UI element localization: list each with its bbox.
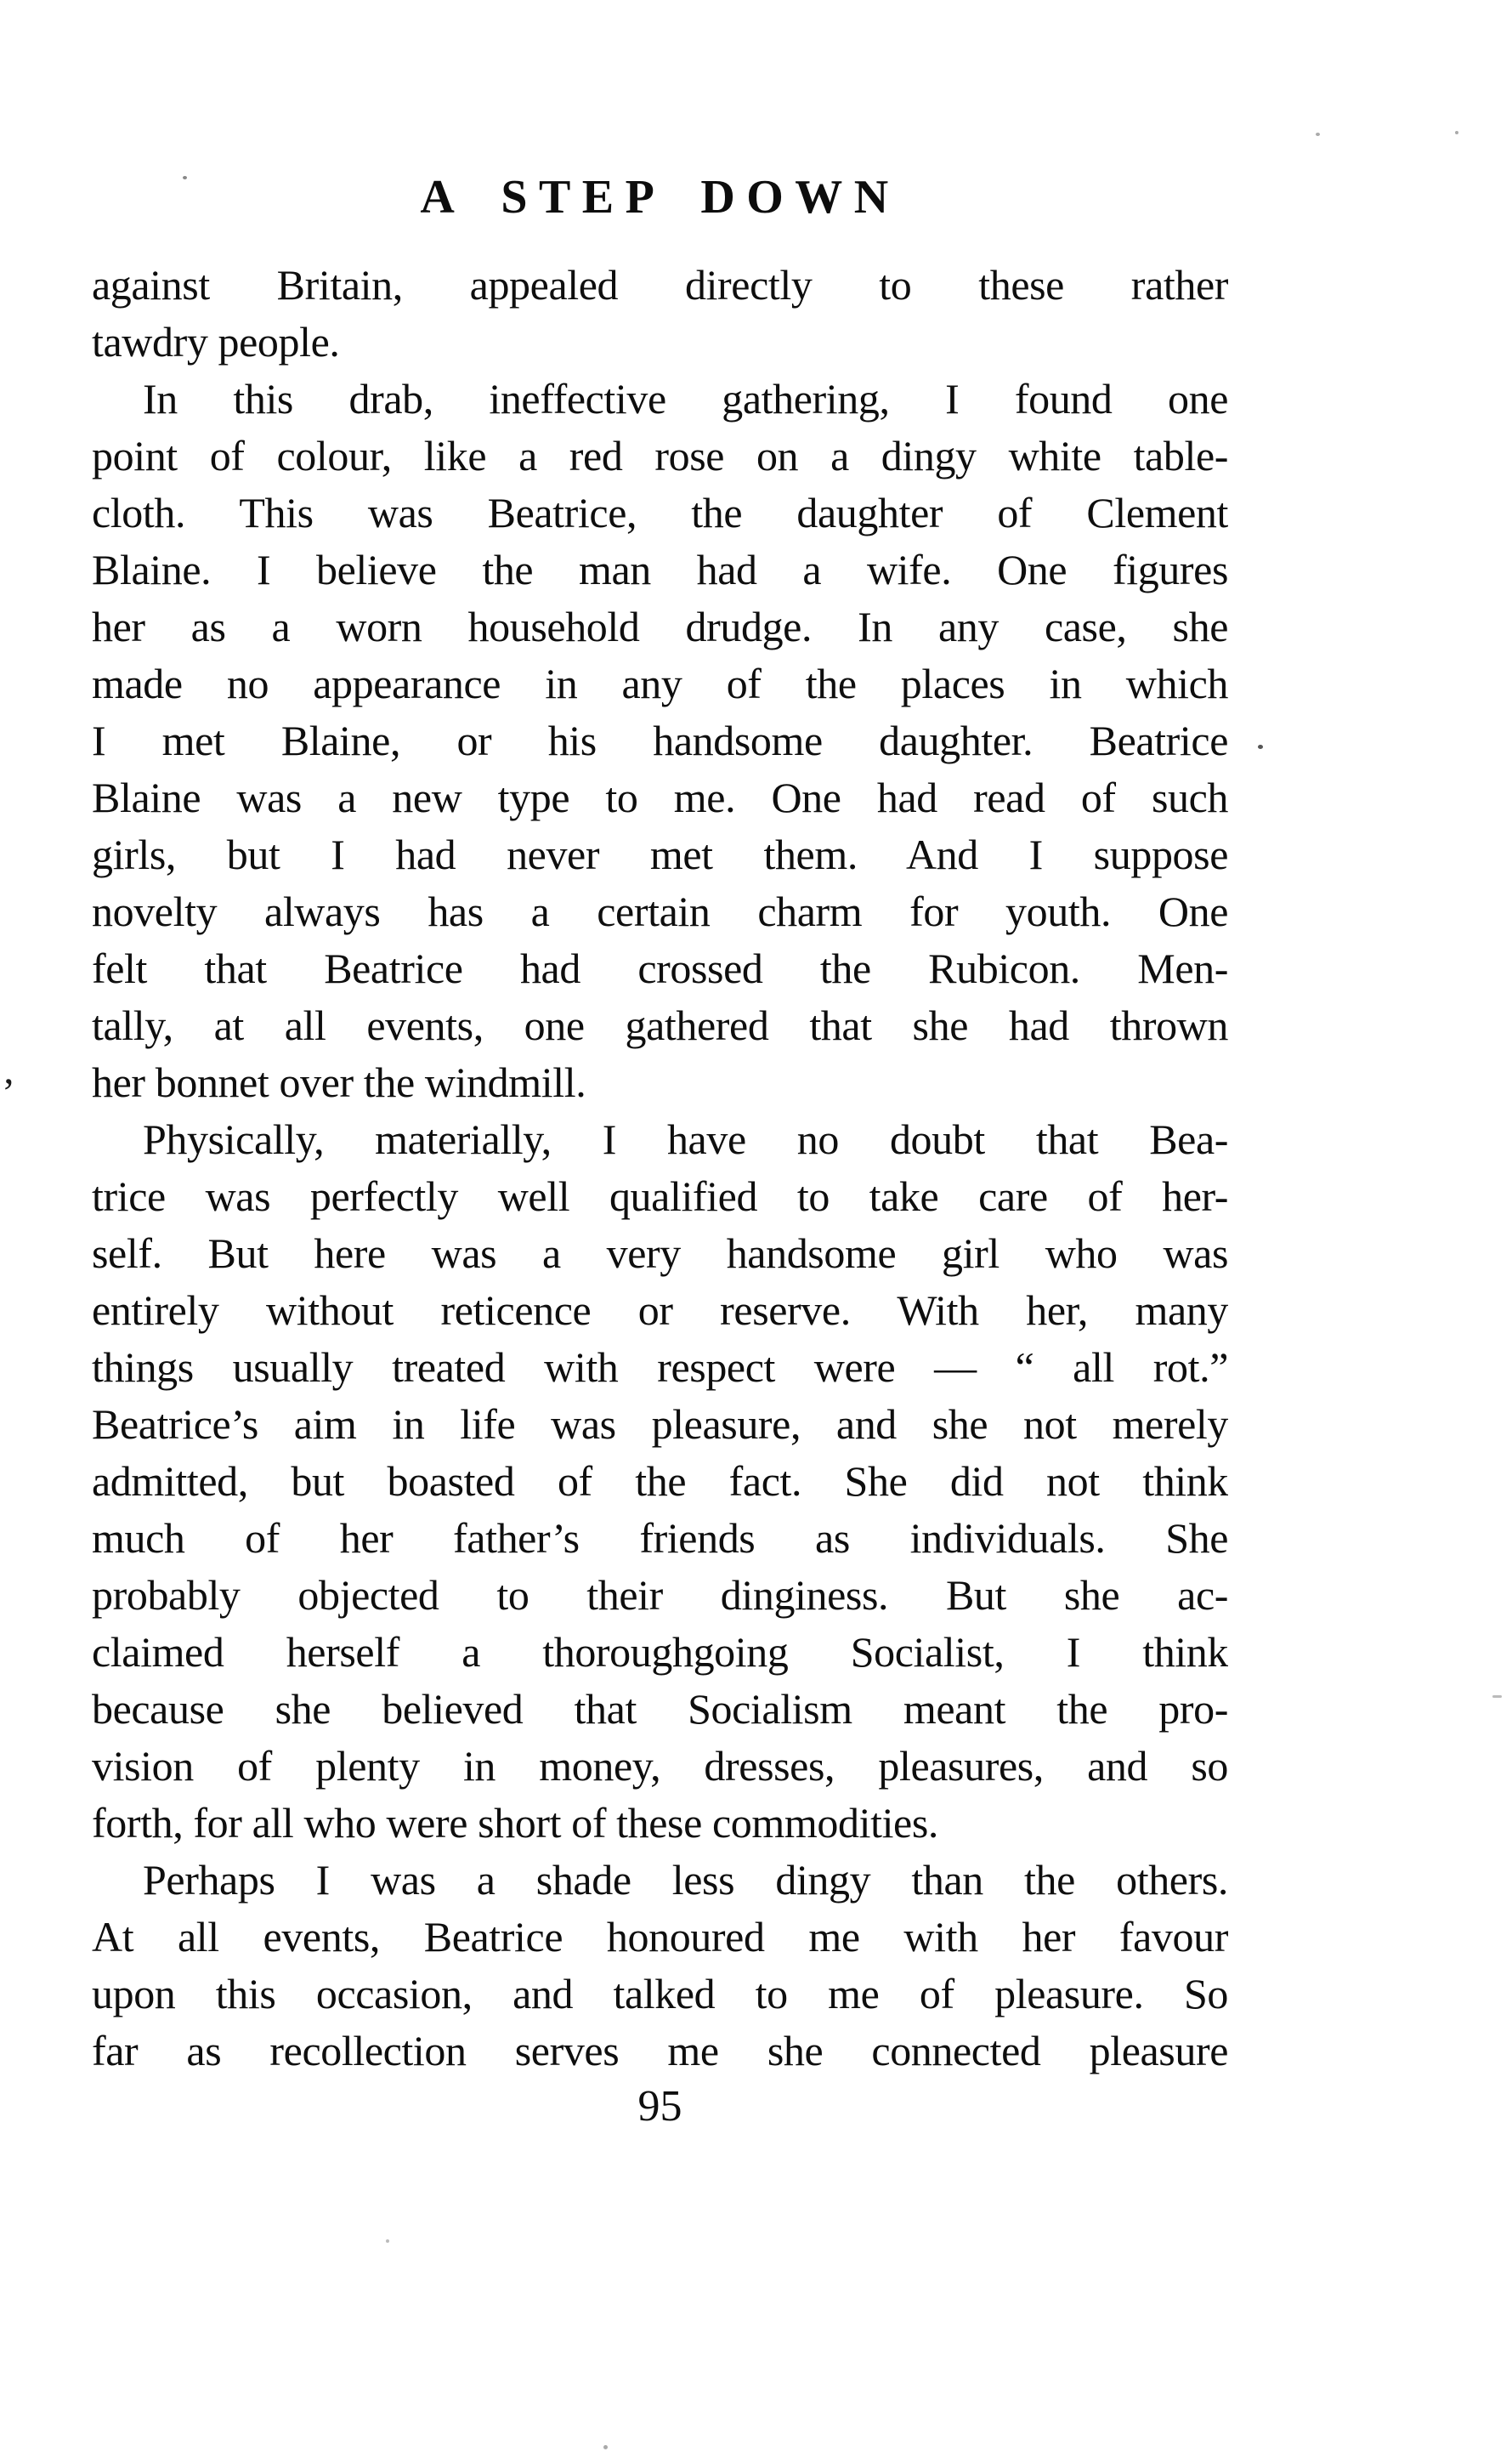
text-line: In this drab, ineffective gathering, I found one — [143, 375, 1228, 423]
text-line: her bonnet over the windmill. — [92, 1058, 586, 1106]
text-line: forth, for all who were short of these commodities. — [92, 1799, 939, 1847]
text-line: upon this occasion, and talked to me of pleasure. So — [92, 1970, 1228, 2017]
text-line: novelty always has a certain charm for youth. One — [92, 888, 1228, 935]
stray-ink-mark: ’ — [2, 1070, 15, 1115]
text-line: Blaine. I believe the man had a wife. One figures — [92, 546, 1228, 593]
text-line: her as a worn household drudge. In any case, she — [92, 603, 1228, 650]
text-line: against Britain, appealed directly to these rather — [92, 261, 1228, 309]
text-line: probably objected to their dinginess. But she ac- — [92, 1571, 1228, 1619]
text-line: Perhaps I was a shade less dingy than the others. — [143, 1856, 1228, 1904]
scan-artifact-dot — [603, 2445, 608, 2449]
text-line: Blaine was a new type to me. One had read of such — [92, 774, 1228, 821]
text-line: trice was perfectly well qualified to take care of her- — [92, 1172, 1228, 1220]
text-line: much of her father’s friends as individuals. She — [92, 1514, 1228, 1562]
scan-artifact-dot — [183, 176, 187, 179]
text-line: tally, at all events, one gathered that she had thrown — [92, 1002, 1228, 1049]
text-line: girls, but I had never met them. And I suppose — [92, 831, 1228, 878]
scan-artifact-dot — [1455, 131, 1458, 134]
text-line: Beatrice’s aim in life was pleasure, and she not merely — [92, 1400, 1228, 1448]
page-title: A STEP DOWN — [420, 171, 900, 224]
scan-artifact-dot — [386, 2239, 389, 2243]
page-number: 95 — [637, 2082, 682, 2131]
text-line: Physically, materially, I have no doubt that Bea- — [143, 1115, 1228, 1163]
scan-artifact-dot — [1316, 133, 1320, 136]
text-line: things usually treated with respect were — “ all rot.” — [92, 1343, 1228, 1391]
text-line: admitted, but boasted of the fact. She did not think — [92, 1457, 1228, 1505]
text-line: far as recollection serves me she connected pleasure — [92, 2027, 1228, 2074]
text-line: made no appearance in any of the places in which — [92, 660, 1228, 707]
body-text — [92, 257, 1228, 2080]
text-line: self. But here was a very handsome girl who was — [92, 1229, 1228, 1277]
text-line: entirely without reticence or reserve. With her, many — [92, 1286, 1228, 1334]
text-line: felt that Beatrice had crossed the Rubicon. Men- — [92, 945, 1228, 992]
text-line: point of colour, like a red rose on a dingy white table- — [92, 432, 1228, 479]
text-line: tawdry people. — [92, 318, 340, 366]
text-line: cloth. This was Beatrice, the daughter of Clement — [92, 489, 1228, 536]
scan-artifact-dot — [1492, 1695, 1502, 1698]
text-line: At all events, Beatrice honoured me with her favour — [92, 1913, 1228, 1960]
text-line: claimed herself a thoroughgoing Socialist, I think — [92, 1628, 1228, 1676]
text-line: because she believed that Socialism meant the pro- — [92, 1685, 1228, 1733]
text-line: vision of plenty in money, dresses, pleasures, and so — [92, 1742, 1228, 1790]
text-line: I met Blaine, or his handsome daughter. Beatrice — [92, 717, 1228, 764]
scan-artifact-dot — [1258, 745, 1263, 749]
